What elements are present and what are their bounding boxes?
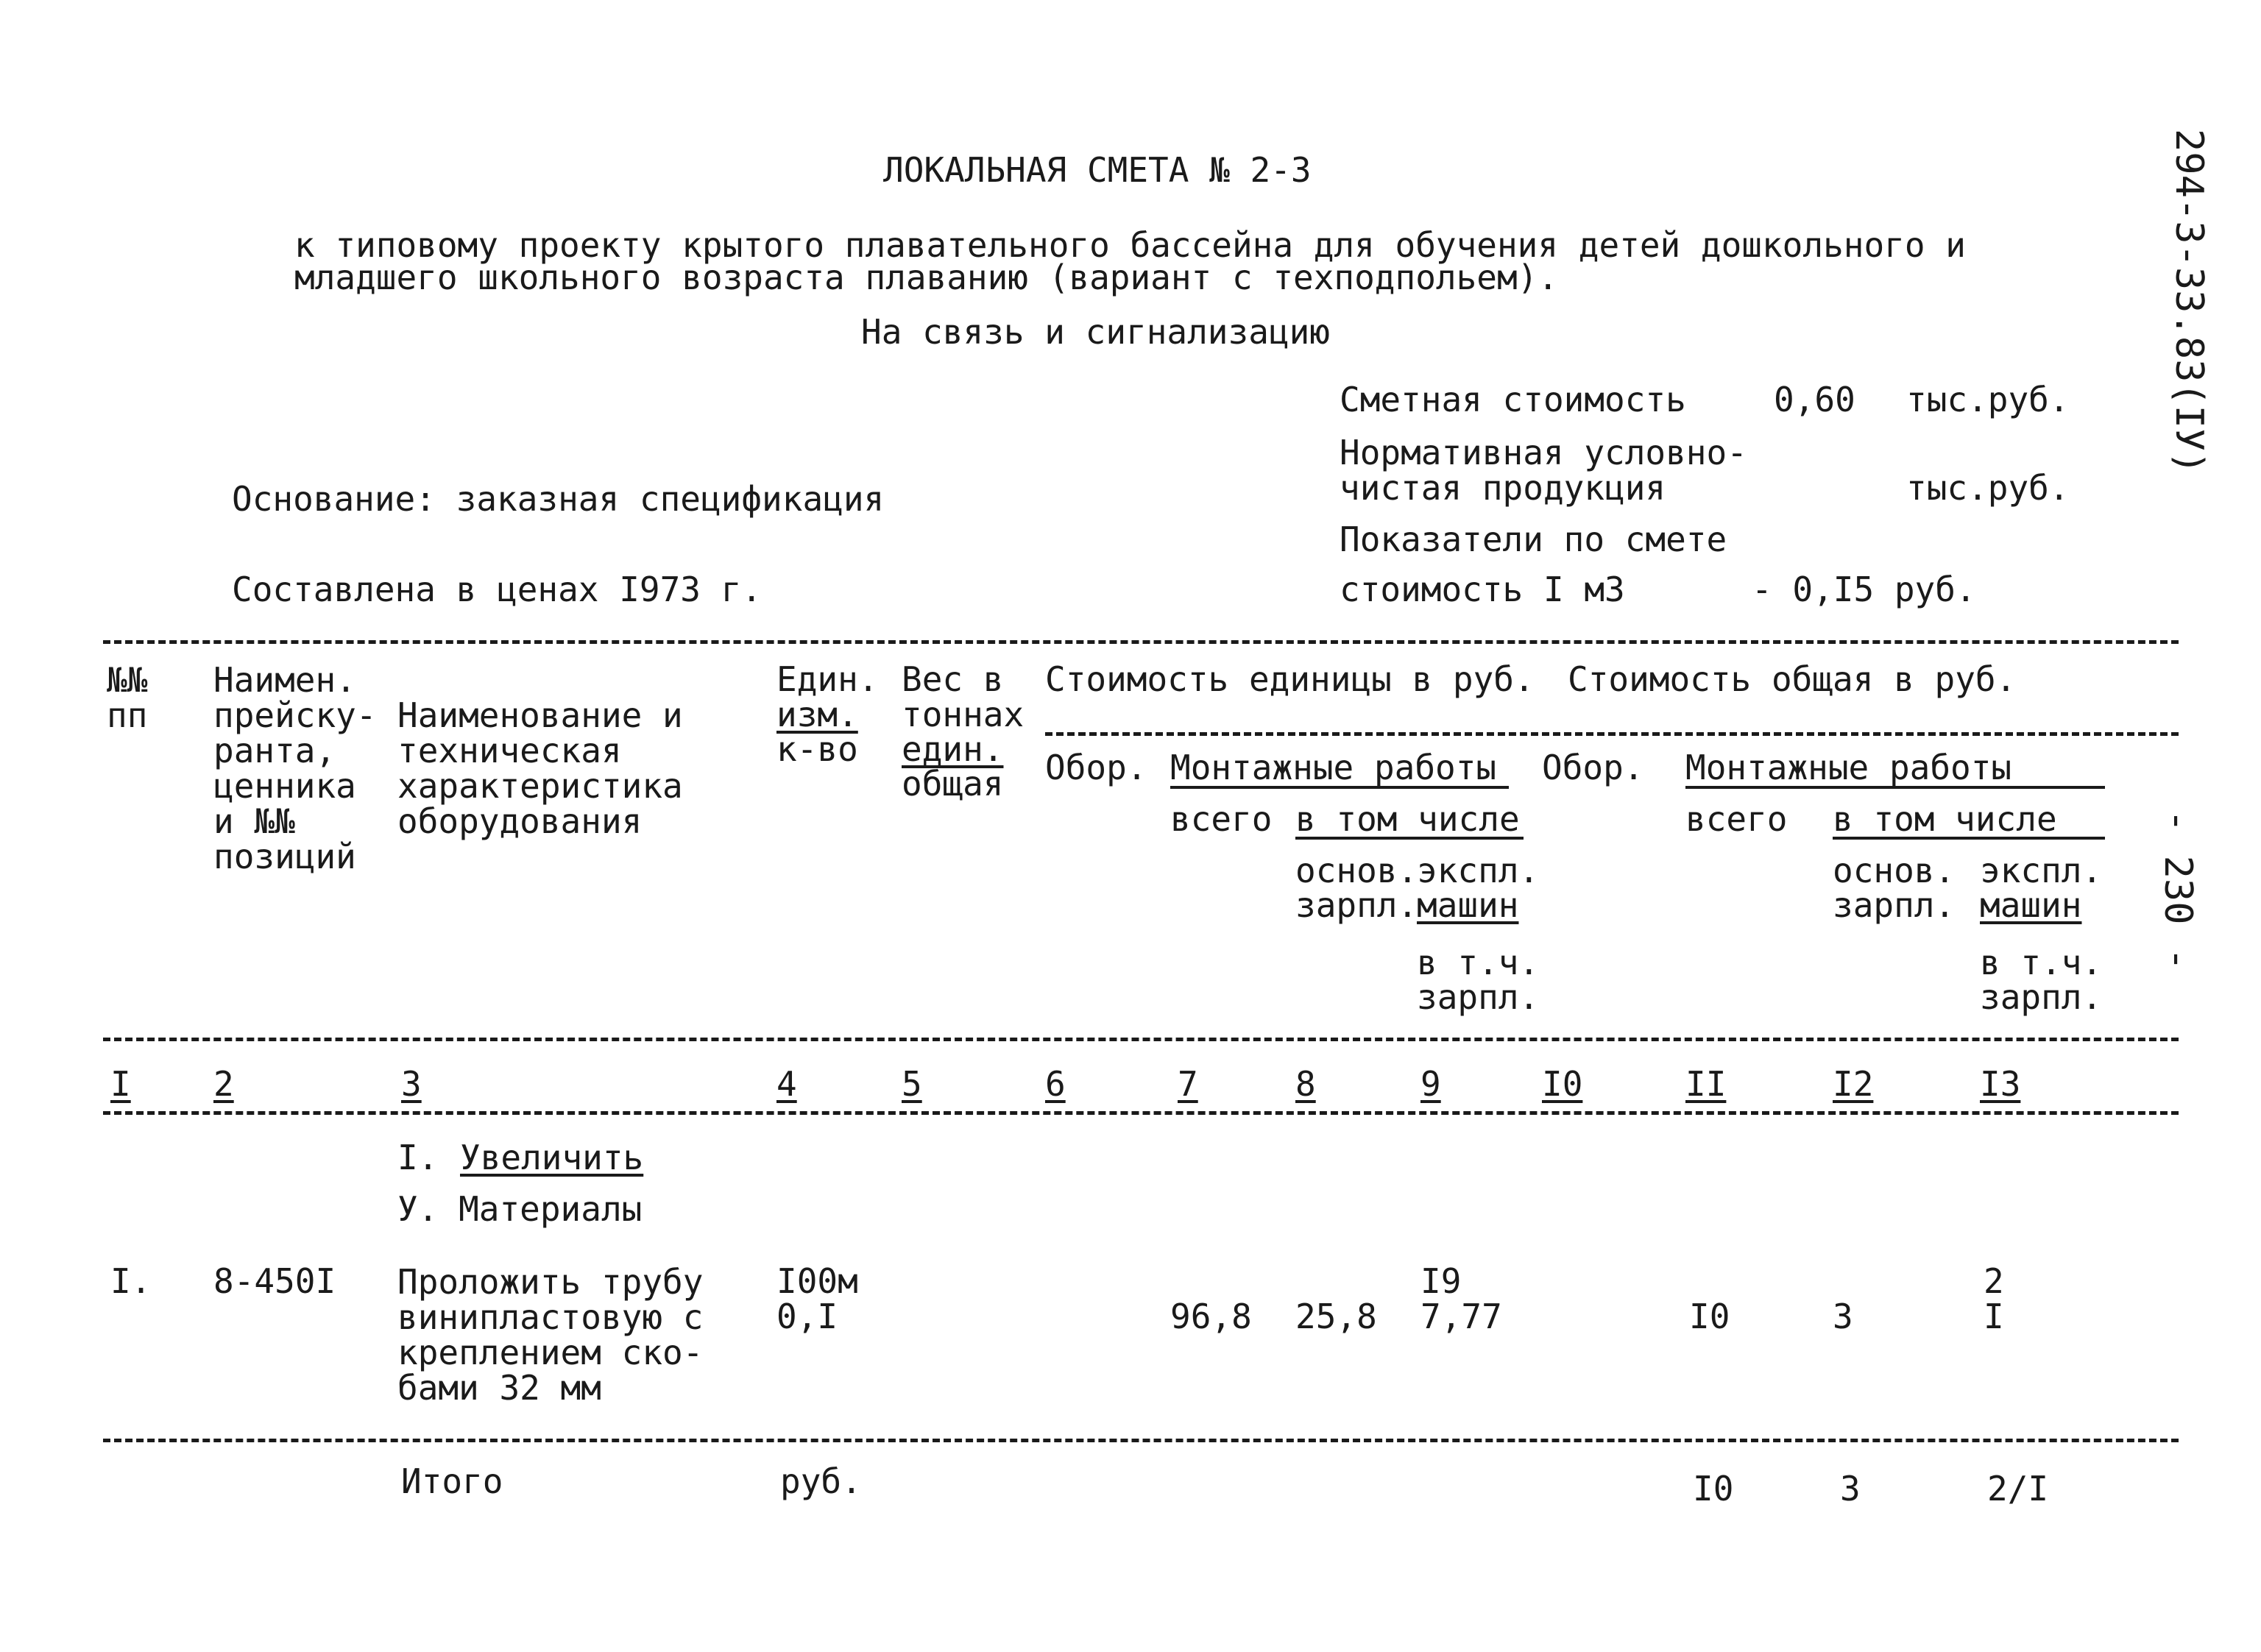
- col-header-price-ref: Наимен. прейску- ранта, ценника и №№ позиций: [213, 660, 377, 876]
- col-header-equip-unit: Обор.: [1045, 748, 1147, 787]
- col-header-incl-wages-unit-1: в т.ч.: [1417, 943, 1540, 982]
- subtitle-line-2: младшего школьного возраста плаванию (вариант с техподпольем).: [294, 258, 1559, 297]
- col-header-mach-total-1: экспл.: [1980, 851, 2103, 890]
- totals-label: Итого: [401, 1461, 503, 1501]
- column-number: 5: [902, 1064, 922, 1104]
- basis-line: Основание: заказная спецификация: [232, 479, 885, 519]
- column-number: I0: [1542, 1064, 1583, 1104]
- col-header-install-unit: Монтажные работы: [1170, 748, 1497, 787]
- row-unit: I00м: [776, 1261, 858, 1301]
- col-header-wages-unit-1: основ.: [1295, 851, 1418, 890]
- row-total-mach: 2: [1984, 1261, 2004, 1301]
- section-title: Увеличить: [460, 1138, 644, 1177]
- document-code: 294-3-33.83(IУ): [2167, 129, 2211, 475]
- cost-per-m3-value: - 0,I5 руб.: [1752, 570, 1976, 609]
- col-header-install-total: Монтажные работы: [1685, 748, 2012, 787]
- col-header-wages-unit-2: зарпл.: [1295, 885, 1418, 925]
- table-top-rule: [103, 640, 2179, 644]
- prices-line: Составлена в ценах I973 г.: [232, 570, 762, 609]
- col-header-mach-unit-2: машин: [1417, 885, 1519, 925]
- section-heading: На связь и сигнализацию: [861, 312, 1330, 352]
- install-unit-underline: [1170, 786, 1509, 789]
- column-number: 9: [1420, 1064, 1441, 1104]
- totals-wages: 3: [1840, 1469, 1861, 1509]
- column-number: 2: [213, 1064, 234, 1104]
- col-header-incl-total: в том числе: [1833, 799, 2057, 839]
- column-number-rule: [103, 1111, 2179, 1115]
- row-unit-mach-wages: 7,77: [1420, 1297, 1502, 1336]
- row-price-ref: 8-450I: [213, 1261, 336, 1301]
- column-number: 7: [1178, 1064, 1198, 1104]
- header-unit-cost: Стоимость единицы в руб.: [1045, 659, 1535, 699]
- normative-label-2: чистая продукция: [1340, 468, 1666, 508]
- col-header-total-total: всего: [1685, 799, 1788, 839]
- normative-unit: тыс.руб.: [1906, 468, 2070, 508]
- totals-mach: 2/I: [1987, 1469, 2049, 1509]
- header-mid-rule: [1045, 732, 2179, 736]
- col-header-total-unit: всего: [1170, 799, 1273, 839]
- normative-label-1: Нормативная условно-: [1340, 433, 1747, 472]
- col-header-incl-wages-total-1: в т.ч.: [1980, 943, 2103, 982]
- totals-total: I0: [1693, 1469, 1734, 1509]
- col-header-wages-total-2: зарпл.: [1833, 885, 1956, 925]
- col-header-unit-qty: к-во: [776, 729, 858, 769]
- column-number: 8: [1295, 1064, 1316, 1104]
- subtitle-line-1: к типовому проекту крытого плавательного бассейна для обучения детей дошкольного и: [294, 225, 1966, 265]
- totals-unit: руб.: [780, 1461, 862, 1501]
- col-header-incl-wages-unit-2: зарпл.: [1417, 977, 1540, 1017]
- column-number: 4: [776, 1064, 797, 1104]
- col-header-mach-total-2: машин: [1980, 885, 2082, 925]
- header-total-cost: Стоимость общая в руб.: [1568, 659, 2017, 699]
- column-number: I2: [1833, 1064, 1874, 1104]
- estimated-cost-value: 0,60: [1774, 380, 1855, 419]
- document-title: ЛОКАЛЬНАЯ СМЕТА № 2-3: [883, 150, 1312, 190]
- incl-unit-underline: [1295, 837, 1524, 840]
- col-header-incl-wages-total-2: зарпл.: [1980, 977, 2103, 1017]
- col-header-weight-mid: тоннах: [902, 695, 1025, 734]
- estimated-cost-unit: тыс.руб.: [1906, 380, 2070, 419]
- row-total-wages: 3: [1833, 1297, 1853, 1336]
- incl-total-underline: [1833, 837, 2105, 840]
- row-unit-wages: 25,8: [1295, 1297, 1377, 1336]
- row-total-total: I0: [1689, 1297, 1730, 1336]
- col-header-name: Наименование и техническая характеристика оборудования: [397, 695, 683, 841]
- cost-per-m3-label: стоимость I м3: [1340, 570, 1625, 609]
- col-header-weight-unit: един.: [902, 729, 1004, 769]
- col-header-wages-total-1: основ.: [1833, 851, 1956, 890]
- indicators-label: Показатели по смете: [1340, 520, 1727, 559]
- col-header-equip-total: Обор.: [1542, 748, 1644, 787]
- col-header-number: №№ пп: [107, 660, 148, 735]
- column-number: 3: [401, 1064, 422, 1104]
- row-name: Проложить трубу винипластовую с креплением ско- бами 32 мм: [397, 1262, 704, 1408]
- column-number: I: [110, 1064, 131, 1104]
- col-header-unit-mid: изм.: [776, 695, 858, 734]
- row-total-mach-wages: I: [1984, 1297, 2004, 1336]
- column-number: II: [1685, 1064, 1727, 1104]
- column-number: I3: [1980, 1064, 2021, 1104]
- estimated-cost-label: Сметная стоимость: [1340, 380, 1686, 419]
- page-number: - 230 -: [2156, 809, 2200, 971]
- subsection-title: У. Материалы: [397, 1189, 643, 1229]
- col-header-unit-top: Един.: [776, 659, 879, 699]
- header-bottom-rule: [103, 1038, 2179, 1041]
- row-unit-total: 96,8: [1170, 1297, 1252, 1336]
- install-total-underline: [1685, 786, 2105, 789]
- row-qty: 0,I: [776, 1297, 838, 1336]
- row-unit-mach: I9: [1420, 1261, 1462, 1301]
- section-title-prefix: I.: [397, 1138, 439, 1177]
- row-number: I.: [110, 1261, 152, 1301]
- col-header-incl-unit: в том числе: [1295, 799, 1520, 839]
- col-header-weight-top: Вес в: [902, 659, 1004, 699]
- totals-rule: [103, 1439, 2179, 1442]
- col-header-weight-total: общая: [902, 764, 1004, 804]
- column-number: 6: [1045, 1064, 1066, 1104]
- col-header-mach-unit-1: экспл.: [1417, 851, 1540, 890]
